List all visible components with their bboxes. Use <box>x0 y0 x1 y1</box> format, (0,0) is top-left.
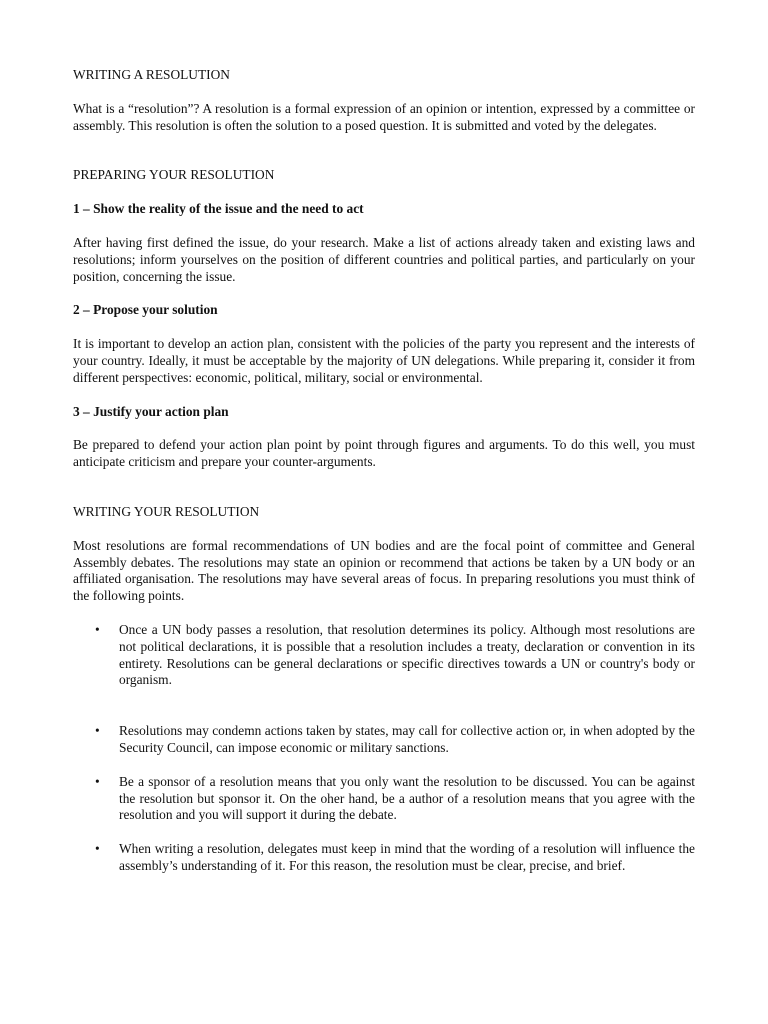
bullet-icon: • <box>95 621 100 637</box>
list-item <box>73 723 695 757</box>
step-3-title: 3 – Justify your action plan <box>73 403 229 419</box>
bullet-icon: • <box>95 841 100 857</box>
list-item <box>73 774 695 824</box>
bullet-icon: • <box>95 773 100 789</box>
bullet-icon: • <box>95 723 100 739</box>
step-1-title: 1 – Show the reality of the issue and the need to act <box>73 201 364 217</box>
writing-heading: WRITING YOUR RESOLUTION <box>73 503 260 519</box>
intro-paragraph: What is a “resolution”? A resolution is a formal expression of an opinion or intention, expressed by a committee or assembly. This resolution is often the solution to a posed question. It is submitted and voted by the delegates. <box>73 100 695 133</box>
resolution-points-list <box>73 622 695 875</box>
step-3-body: Be prepared to defend your action plan point by point through figures and arguments. To do this well, you must anticipate criticism and prepare your counter-arguments. <box>73 437 695 470</box>
list-item <box>73 841 695 875</box>
list-item-text: Once a UN body passes a resolution, that resolution determines its policy. Although most resolutions are not political declarations, it is possible that a resolution includes a treaty, declaration or convention in its entirety. Resolutions can be general declarations or specific directives towards a UN or country's body or organism. <box>119 621 695 688</box>
list-item-text: Resolutions may condemn actions taken by states, may call for collective action or, in when adopted by the Security Council, can impose economic or military sanctions. <box>119 723 695 755</box>
step-1-body: After having first defined the issue, do your research. Make a list of actions already taken and existing laws and resolutions; inform yourselves on the position of different countries and political parties, and particularly on your position, concerning the issue. <box>73 234 695 284</box>
document-title: WRITING A RESOLUTION <box>73 67 230 82</box>
writing-intro-paragraph: Most resolutions are formal recommendations of UN bodies and are the focal point of committee and General Assembly debates. The resolutions may state an opinion or recommend that actions be taken by a UN body or an affiliated organisation. The resolutions may have several areas of focus. In preparing resolutions you must think of the following points. <box>73 537 695 604</box>
list-item-text: Be a sponsor of a resolution means that you only want the resolution to be discussed. You can be against the resolution but sponsor it. On the oher hand, be a author of a resolution means that you agree with the resolution and you will support it during the debate. <box>119 773 695 823</box>
list-item-text: When writing a resolution, delegates must keep in mind that the wording of a resolution will influence the assembly’s understanding of it. For this reason, the resolution must be clear, precise, and brief. <box>119 841 695 873</box>
document-page <box>73 67 695 875</box>
step-2-title: 2 – Propose your solution <box>73 302 218 318</box>
list-item <box>73 622 695 689</box>
step-2-body: It is important to develop an action plan, consistent with the policies of the party you represent and the interests of your country. Ideally, it must be acceptable by the majority of UN delegations. While preparing it, consider it from different perspectives: economic, political, military, social or environmental. <box>73 336 695 385</box>
preparing-heading: PREPARING YOUR RESOLUTION <box>73 167 275 183</box>
